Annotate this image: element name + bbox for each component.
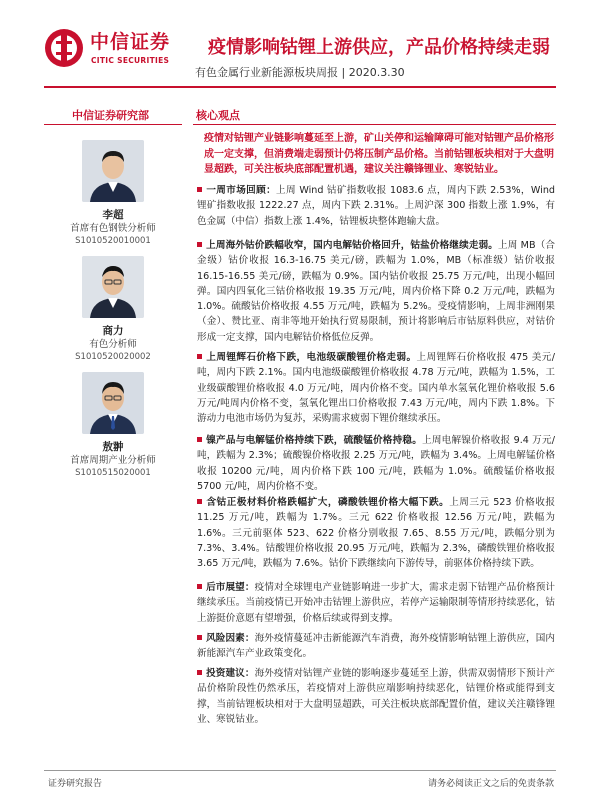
footer-label: 证券研究报告	[48, 779, 103, 789]
bullet-icon	[197, 670, 202, 675]
paragraph-lithium	[197, 350, 555, 426]
disclaimer-note: 请务必阅读正文之后的免责条款	[427, 779, 554, 789]
analyst-license-id: S1010515020001	[75, 468, 151, 478]
paragraph-body: 疫情对全球锂电产业链影响进一步扩大，需求走弱下钴锂产品价格预计继续承压。当前疫情已开始冲击钴锂上游供应，若停产运输限制等情形持续恶化，钴上游挺价意愿有望增强，价格后续或得到支撑。	[197, 582, 556, 624]
paragraph-market-review	[197, 183, 555, 229]
core-view-label: 核心观点	[196, 109, 240, 122]
paragraph-body: 上周电解镍价格收报 9.4 万元/吨，跌幅为 2.3%；硫酸镍价格收报 2.25 万元/吨，跌幅为 3.4%。上周电解锰价格收报 10200 元/吨，周内价格下跌 100 元/吨，跌幅为 1.0%。硫酸锰价格收报 5700 元/吨，周内价格不变。	[197, 435, 556, 492]
paragraph-cobalt	[197, 238, 555, 345]
analyst-name: 李超	[102, 209, 124, 221]
paragraph-body: 上周 Wind 钴矿指数收报 1083.6 点，周内下跌 2.53%，Wind 锂矿指数收报 1222.27 点，周内下跌 2.31%。上周沪深 300 指数上涨 1.9%，有色金属（中信）指数上涨 1.4%，钴锂板块整体跑输大盘。	[197, 185, 555, 227]
paragraph-body: 上周锂辉石价格收报 475 美元/吨，周内下跌 2.1%。国内电池级碳酸锂价格收报 4.78 万元/吨，跌幅为 1.5%，工业级碳酸锂价格收报 4.0 万元/吨，周内价格不变。国内单水氢氧化锂价格收报 5.6 万元/吨周内价格不变，氢氧化锂出口价格收报 7.43 万元/吨，周内下跌 1.8%。下游动力电池市场仍为复苏，采购需求疲弱下锂价继续承压。	[197, 352, 555, 425]
paragraph-outlook	[197, 580, 555, 626]
header-divider	[44, 86, 556, 88]
bullet-icon	[197, 242, 202, 247]
analyst-card	[44, 372, 182, 479]
core-view-summary: 疫情对钴锂产业链影响蔓延至上游，矿山关停和运输障碍可能对钴锂产品价格形成一定支撑，但消费端走弱预计仍将压制产品价格。当前钴锂板块相对于大盘明显超跌，可关注板块底部配置机遇，建议关注赣锋锂业、寒锐钴业。	[204, 133, 554, 175]
paragraph-lead: 投资建议：	[206, 668, 255, 679]
paragraph-nickel-manganese	[197, 433, 555, 494]
bullet-icon	[197, 354, 202, 359]
paragraph-investment	[197, 666, 555, 727]
report-title: 疫情影响钴锂上游供应，产品价格持续走弱	[208, 37, 550, 58]
left-section-divider	[44, 124, 182, 125]
paragraph-lead: 后市展望：	[206, 582, 255, 593]
right-section-divider	[193, 124, 556, 125]
paragraph-lead: 一周市场回顾：	[206, 185, 277, 196]
bullet-icon	[197, 499, 202, 504]
logo-english-text: CITIC SECURITIES	[91, 56, 170, 65]
avatar	[82, 140, 144, 202]
paragraph-body: 上周三元 523 价格收报 11.25 万元/吨，跌幅为 1.7%。三元 622 价格收报 12.56 万元/吨，跌幅为 1.6%。三元前驱体 523、622 价格分别收报 7.65、8.55 万元/吨，跌幅分别为 7.3%、3.4%。钴酸锂价格收报 20.95 万元/吨，跌幅为 2.3%，磷酸铁锂价格收报 3.65 万元/吨，跌幅为 7.6%。钴价下跌继续向下游传导，前驱体价格持续下跌。	[197, 497, 556, 570]
paragraph-lead: 含钴正极材料价格跌幅扩大，磷酸铁锂价格大幅下跌。	[206, 497, 450, 508]
analyst-role: 有色分析师	[89, 339, 137, 350]
avatar	[82, 256, 144, 318]
paragraph-lead: 风险因素：	[206, 633, 255, 644]
citic-logo-icon	[44, 28, 84, 68]
paragraph-lead: 镍产品与电解锰价格持续下跌，硫酸锰价格持稳。	[206, 435, 423, 446]
paragraph-cathode	[197, 495, 555, 571]
bullet-icon	[197, 635, 202, 640]
paragraph-risks	[197, 631, 555, 662]
bullet-icon	[197, 187, 202, 192]
analyst-name: 敖翀	[102, 441, 124, 453]
analyst-role: 首席周期产业分析师	[70, 455, 156, 466]
bullet-icon	[197, 584, 202, 589]
analyst-license-id: S1010520020002	[75, 352, 151, 362]
paragraph-body: 海外疫情蔓延冲击新能源汽车消费，海外疫情影响钴锂上游供应，国内新能源汽车产业政策变化。	[197, 633, 556, 660]
analyst-card	[44, 140, 182, 247]
analyst-role: 首席有色钢铁分析师	[70, 223, 156, 234]
bullet-icon	[197, 437, 202, 442]
paragraph-body: 海外疫情对钴锂产业链的影响逐步蔓延至上游，供需双弱情形下预计产品价格阶段性仍然承压，若疫情对上游供应端影响持续恶化，钴锂价格或能得到支撑，当前钴锂板块相对于大盘明显超跌，可关注板块底部配置价值，建议关注赣锋锂业、寒锐钴业。	[197, 668, 556, 725]
analyst-name: 商力	[102, 325, 124, 337]
logo-chinese-text: 中信证券	[90, 31, 171, 53]
report-subtitle: 有色金属行业新能源板块周报 | 2020.3.30	[195, 66, 405, 79]
analyst-card	[44, 256, 182, 363]
analyst-license-id: S1010520010001	[75, 236, 151, 246]
footer-divider	[44, 770, 556, 771]
research-dept-label: 中信证券研究部	[72, 109, 149, 122]
paragraph-lead: 上周海外钴价跌幅收窄，国内电解钴价格回升，钴盐价格继续走弱。	[206, 240, 499, 251]
paragraph-lead: 上周锂辉石价格下跌，电池级碳酸锂价格走弱。	[206, 352, 417, 363]
avatar	[82, 372, 144, 434]
paragraph-body: 上周 MB（合金级）钴价收报 16.3-16.75 美元/磅，跌幅为 1.0%，MB（标准级）钴价收报 16.15-16.55 美元/磅，跌幅为 0.9%。国内钴价收报 25.75 万元/吨，出现小幅回弹。国内四氧化三钴价格收报 19.35 万元/吨，周内价格下降 0.2 万元/吨，跌幅为 1.0%。硫酸钴价格收报 4.55 万元/吨，跌幅为 5.2%。受疫情影响，上周非洲刚果（金）、赞比亚、南非等地开始执行贸易限制，预计将影响后市钴原料供应，对钴价形成一定支撑，国内电解钴价格低位反弹。	[197, 240, 555, 343]
